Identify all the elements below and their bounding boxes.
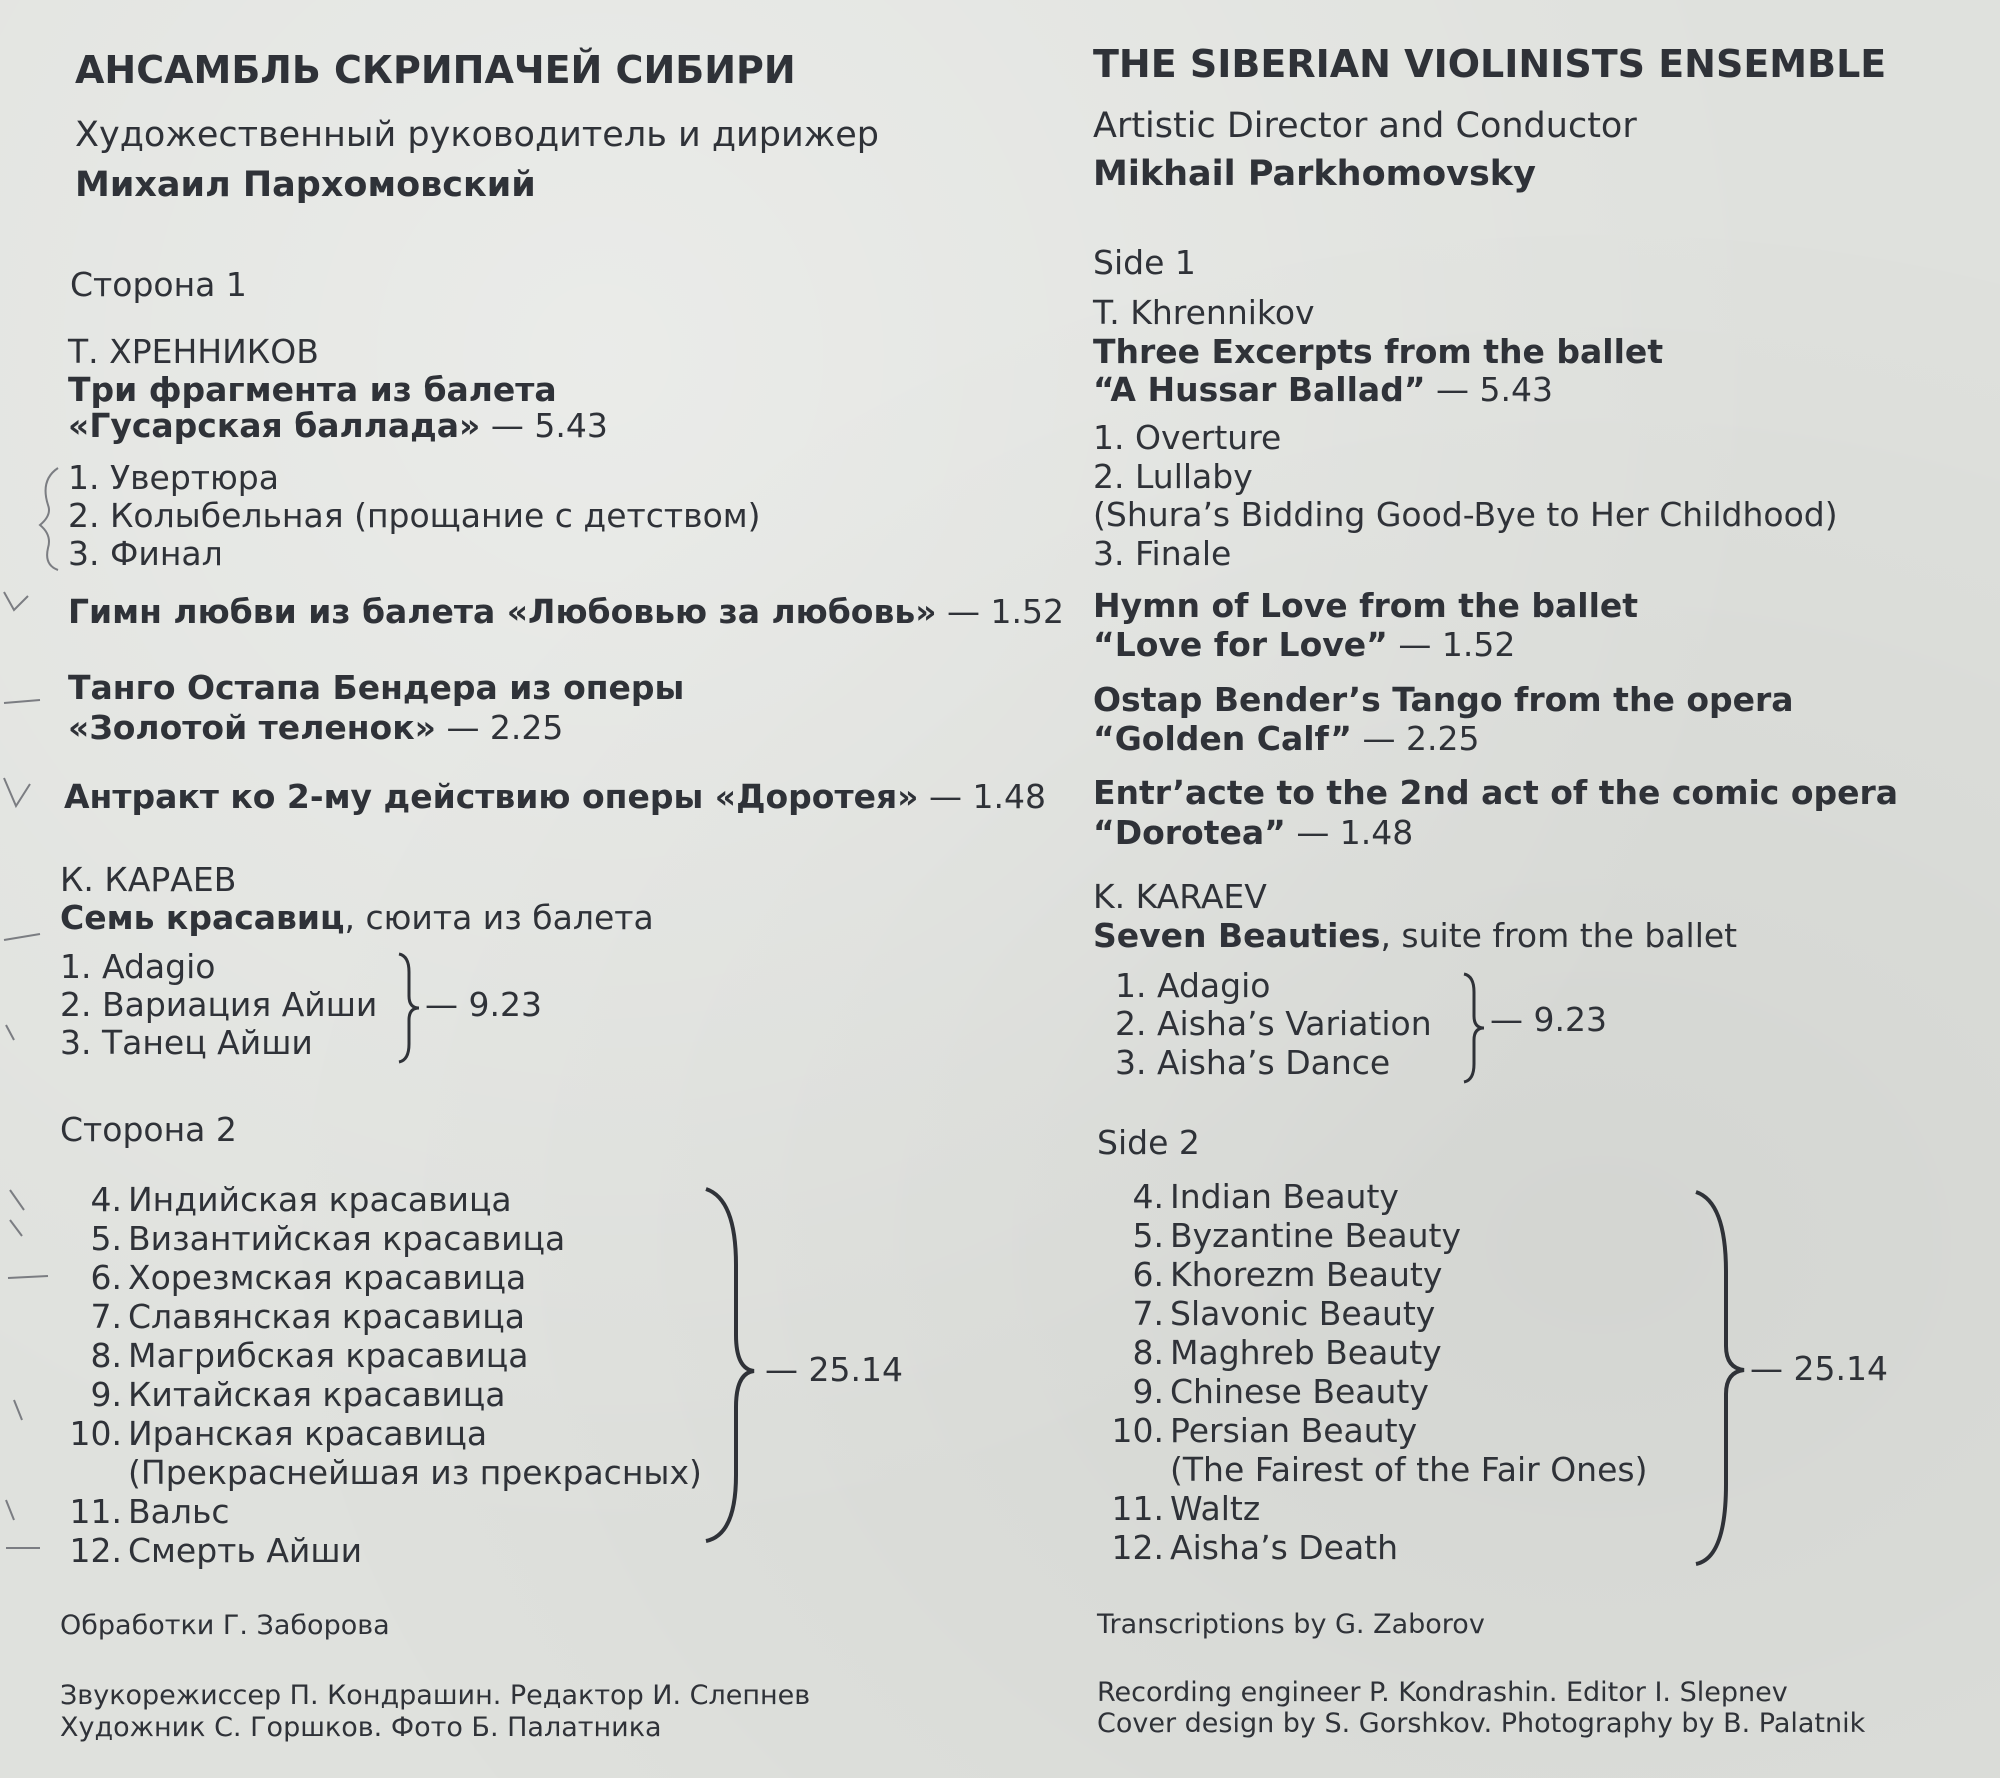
en-work4-line1: Entr’acte to the 2nd act of the comic opera [1093, 773, 1899, 812]
ru-suite-brace [395, 952, 425, 1064]
ru-side2-brace [700, 1185, 760, 1545]
en-work1-line2-row [1093, 370, 1553, 410]
ru-side2-time: — 25.14 [765, 1350, 903, 1389]
side2-track-number: 5. [90, 1219, 122, 1258]
side2-track-number: 12. [69, 1531, 122, 1570]
side2-track-number: 6. [1132, 1255, 1164, 1294]
side2-track-title: Indian Beauty [1170, 1177, 1399, 1216]
en-part1-1: 1. Overture [1093, 418, 1282, 457]
en-suite-part-3: 3. Aisha’s Dance [1115, 1043, 1391, 1082]
en-part1-2: 2. Lullaby [1093, 457, 1253, 496]
ru-credits-2: Художник С. Горшков. Фото Б. Палатника [60, 1712, 662, 1743]
ru-work1-line2-row [68, 406, 608, 446]
ru-work3-line2-row [68, 708, 563, 748]
ru-work3-title: «Золотой теленок» [68, 708, 436, 747]
en-credits-1: Recording engineer P. Kondrashin. Editor I. Slepnev [1097, 1677, 1788, 1708]
side2-track-title: Магрибская красавица [128, 1336, 529, 1375]
side2-track-number: 10. [69, 1414, 122, 1453]
en-suite-rest: , suite from the ballet [1380, 916, 1738, 955]
en-part1-3: 3. Finale [1093, 534, 1232, 573]
en-work4-time: — 1.48 [1296, 813, 1414, 852]
en-work4-line2-row [1093, 813, 1413, 853]
ru-work1-line1: Три фрагмента из балета [68, 370, 557, 409]
ru-part1-1: 1. Увертюра [68, 458, 279, 497]
ru-suite-part-2: 2. Вариация Айши [60, 985, 378, 1024]
ru-work2-title: Гимн любви из балета «Любовью за любовь» [68, 592, 937, 631]
side2-track-title: Byzantine Beauty [1170, 1216, 1461, 1255]
en-side2-brace [1690, 1188, 1750, 1568]
en-work1-time: — 5.43 [1436, 370, 1553, 409]
ru-suite-rest: , сюита из балета [344, 898, 654, 937]
side2-track-number: 9. [90, 1375, 122, 1414]
en-work3-line2-row [1093, 719, 1479, 759]
side2-track-number: 8. [1132, 1333, 1164, 1372]
en-side2-time: — 25.14 [1750, 1349, 1888, 1388]
ru-suite-part-3: 3. Танец Айши [60, 1023, 313, 1062]
en-transcriptions: Transcriptions by G. Zaborov [1097, 1609, 1485, 1640]
ru-work4-time: — 1.48 [928, 777, 1046, 816]
en-suite-row [1093, 916, 1737, 956]
ru-work3-line1: Танго Остапа Бендера из оперы [68, 668, 685, 707]
ru-side1: Сторона 1 [70, 265, 247, 304]
ru-side2: Сторона 2 [60, 1110, 237, 1149]
ru-title: АНСАМБЛЬ СКРИПАЧЕЙ СИБИРИ [75, 48, 796, 92]
ru-part1-2: 2. Колыбельная (прощание с детством) [68, 496, 761, 535]
side2-track-number: 4. [1132, 1177, 1164, 1216]
side2-track-title: Хорезмская красавица [128, 1258, 527, 1297]
ru-part1-3: 3. Финал [68, 534, 223, 573]
side2-track-title: Khorezm Beauty [1170, 1255, 1443, 1294]
side2-track-title: Persian Beauty [1170, 1411, 1418, 1450]
side2-track-title: (The Fairest of the Fair Ones) [1170, 1450, 1648, 1489]
side2-track-number: 10. [1111, 1411, 1164, 1450]
side2-track-number: 7. [1132, 1294, 1164, 1333]
ru-work4-row [64, 777, 1046, 817]
ru-suite-time: — 9.23 [425, 985, 542, 1024]
side2-track-title: Византийская красавица [128, 1219, 566, 1258]
side2-track-number: 11. [1111, 1489, 1164, 1528]
side2-track-number: 8. [90, 1336, 122, 1375]
side2-track-number: 7. [90, 1297, 122, 1336]
ru-composer2: К. КАРАЕВ [60, 860, 237, 899]
side2-track-title: Waltz [1170, 1489, 1261, 1528]
en-suite-part-1: 1. Adagio [1115, 966, 1271, 1005]
side2-track-title: Иранская красавица [128, 1414, 488, 1453]
en-work2-line2-row [1093, 625, 1515, 665]
ru-suite-row [60, 898, 654, 938]
side2-track-title: Вальс [128, 1492, 230, 1531]
ru-composer1: Т. ХРЕННИКОВ [68, 332, 319, 371]
side2-track-title: Китайская красавица [128, 1375, 506, 1414]
side2-track-title: Maghreb Beauty [1170, 1333, 1442, 1372]
en-work1-title: “A Hussar Ballad” [1093, 370, 1426, 409]
en-composer1: T. Khrennikov [1093, 293, 1315, 332]
en-suite-part-2: 2. Aisha’s Variation [1115, 1004, 1432, 1043]
en-work3-time: — 2.25 [1362, 719, 1480, 758]
ru-director-label: Художественный руководитель и дирижер [75, 115, 880, 155]
side2-track-title: Индийская красавица [128, 1180, 512, 1219]
en-side2: Side 2 [1097, 1123, 1200, 1162]
en-work2-time: — 1.52 [1398, 625, 1516, 664]
en-suite-brace [1460, 972, 1490, 1084]
side2-track-title: (Прекраснейшая из прекрасных) [128, 1453, 702, 1492]
side2-track-number: 9. [1132, 1372, 1164, 1411]
ru-work3-time: — 2.25 [446, 708, 564, 747]
en-work3-line1: Ostap Bender’s Tango from the opera [1093, 680, 1794, 719]
side2-track-title: Смерть Айши [128, 1531, 363, 1570]
ru-director-name: Михаил Пархомовский [75, 165, 536, 205]
en-director-name: Mikhail Parkhomovsky [1093, 154, 1536, 194]
ru-work1-time: — 5.43 [490, 406, 608, 445]
en-work1-line1: Three Excerpts from the ballet [1093, 332, 1664, 371]
ru-work1-title: «Гусарская баллада» [68, 406, 481, 445]
en-suite-title: Seven Beauties [1093, 916, 1381, 955]
side2-track-title: Славянская красавица [128, 1297, 525, 1336]
ru-work4-title: Антракт ко 2-му действию оперы «Доротея» [64, 777, 919, 816]
ru-work2-time: — 1.52 [947, 592, 1065, 631]
side2-track-number: 6. [90, 1258, 122, 1297]
ru-suite-part-1: 1. Adagio [60, 947, 216, 986]
en-title: THE SIBERIAN VIOLINISTS ENSEMBLE [1093, 42, 1887, 86]
en-composer2: K. KARAEV [1093, 877, 1267, 916]
side2-track-title: Chinese Beauty [1170, 1372, 1429, 1411]
en-work2-line1: Hymn of Love from the ballet [1093, 586, 1639, 625]
en-work3-title: “Golden Calf” [1093, 719, 1352, 758]
en-suite-time: — 9.23 [1490, 1000, 1607, 1039]
en-work2-title: “Love for Love” [1093, 625, 1388, 664]
side2-track-number: 12. [1111, 1528, 1164, 1567]
en-work4-title: “Dorotea” [1093, 813, 1286, 852]
en-side1: Side 1 [1093, 243, 1196, 282]
side2-track-number: 5. [1132, 1216, 1164, 1255]
ru-transcriptions: Обработки Г. Заборова [60, 1610, 390, 1641]
ru-credits-1: Звукорежиссер П. Кондрашин. Редактор И. Слепнев [60, 1680, 811, 1711]
side2-track-number: 4. [90, 1180, 122, 1219]
ru-work2-row [68, 592, 1064, 632]
side2-track-title: Slavonic Beauty [1170, 1294, 1436, 1333]
side2-track-number: 11. [69, 1492, 122, 1531]
en-credits-2: Cover design by S. Gorshkov. Photography by B. Palatnik [1097, 1708, 1866, 1739]
en-director-label: Artistic Director and Conductor [1093, 106, 1637, 146]
ru-suite-title: Семь красавиц [60, 898, 345, 937]
side2-track-title: Aisha’s Death [1170, 1528, 1399, 1567]
en-part1-2-note: (Shura’s Bidding Good-Bye to Her Childhood) [1093, 495, 1838, 534]
